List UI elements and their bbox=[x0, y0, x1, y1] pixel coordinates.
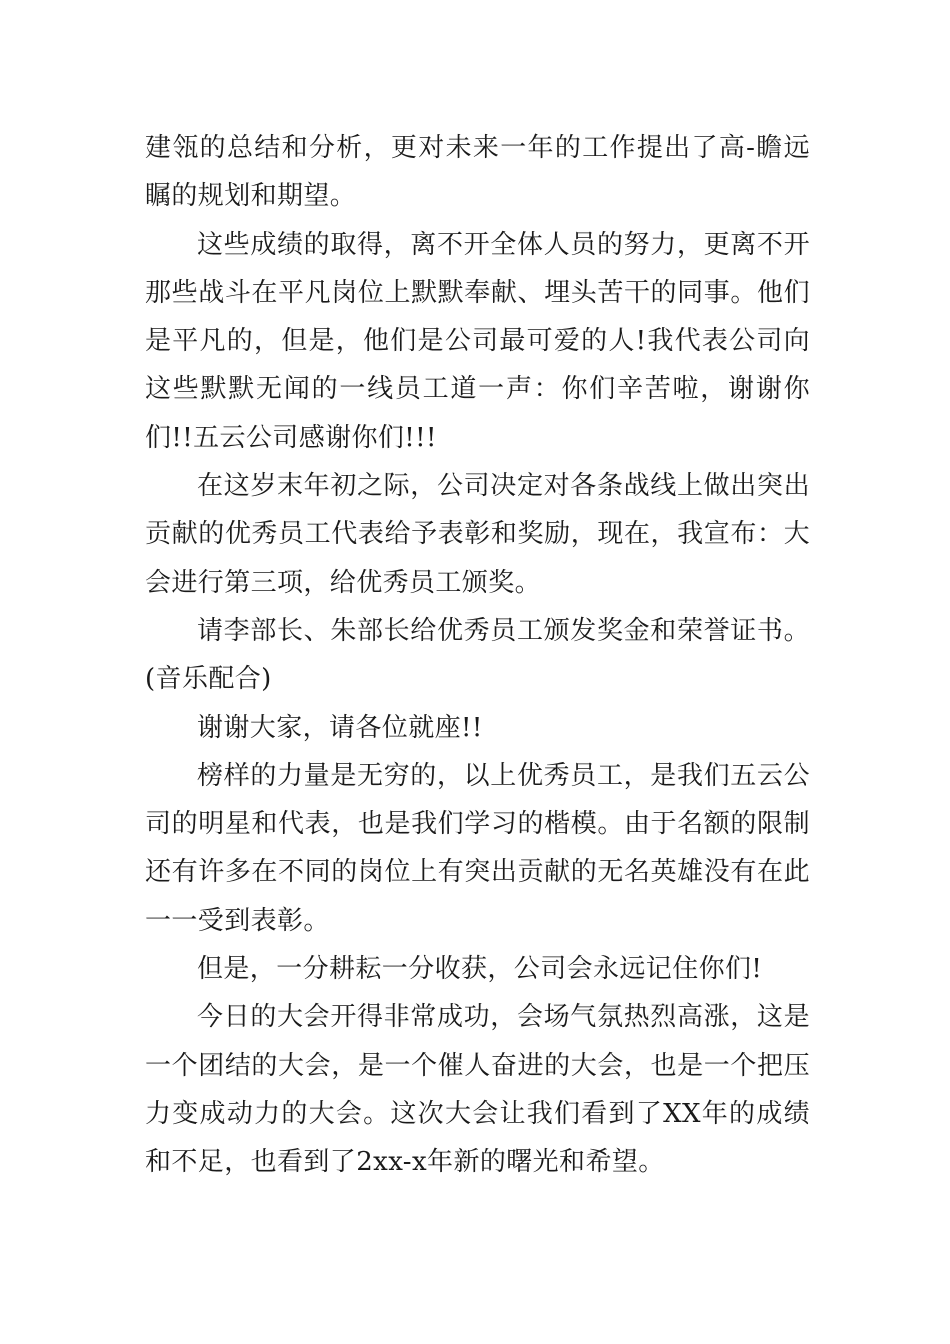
document-body bbox=[145, 124, 810, 1187]
paragraph-7: 但是，一分耕耘一分收获，公司会永远记住你们! bbox=[197, 954, 763, 985]
paragraph-3: 在这岁末年初之际，公司决定对各条战线上做出突出贡献的优秀员工代表给予表彰和奖励，现在，我宣布：大会进行第三项，给优秀员工颁奖。 bbox=[145, 471, 810, 598]
paragraph-2: 这些成绩的取得，离不开全体人员的努力，更离不开那些战斗在平凡岗位上默默奉献、埋头苦干的同事。他们是平凡的，但是，他们是公司最可爱的人!我代表公司向这些默默无闻的一线员工道一声：你们辛苦啦，谢谢你们!!五云公司感谢你们!!! bbox=[145, 229, 810, 453]
paragraph-8: 今日的大会开得非常成功，会场气氛热烈高涨，这是一个团结的大会，是一个催人奋进的大会，也是一个把压力变成动力的大会。这次大会让我们看到了XX年的成绩和不足，也看到了2xx-x年新的曙光和希望。 bbox=[145, 1002, 810, 1178]
paragraph-4: 请李部长、朱部长给优秀员工颁发奖金和荣誉证书。(音乐配合) bbox=[145, 615, 810, 695]
paragraph-5: 谢谢大家，请各位就座!! bbox=[197, 712, 483, 743]
paragraph-1: 建瓴的总结和分析，更对未来一年的工作提出了高-瞻远瞩的规划和期望。 bbox=[145, 133, 810, 212]
paragraph-6: 榜样的力量是无穷的，以上优秀员工，是我们五云公司的明星和代表，也是我们学习的楷模。由于名额的限制还有许多在不同的岗位上有突出贡献的无名英雄没有在此一一受到表彰。 bbox=[145, 760, 810, 936]
